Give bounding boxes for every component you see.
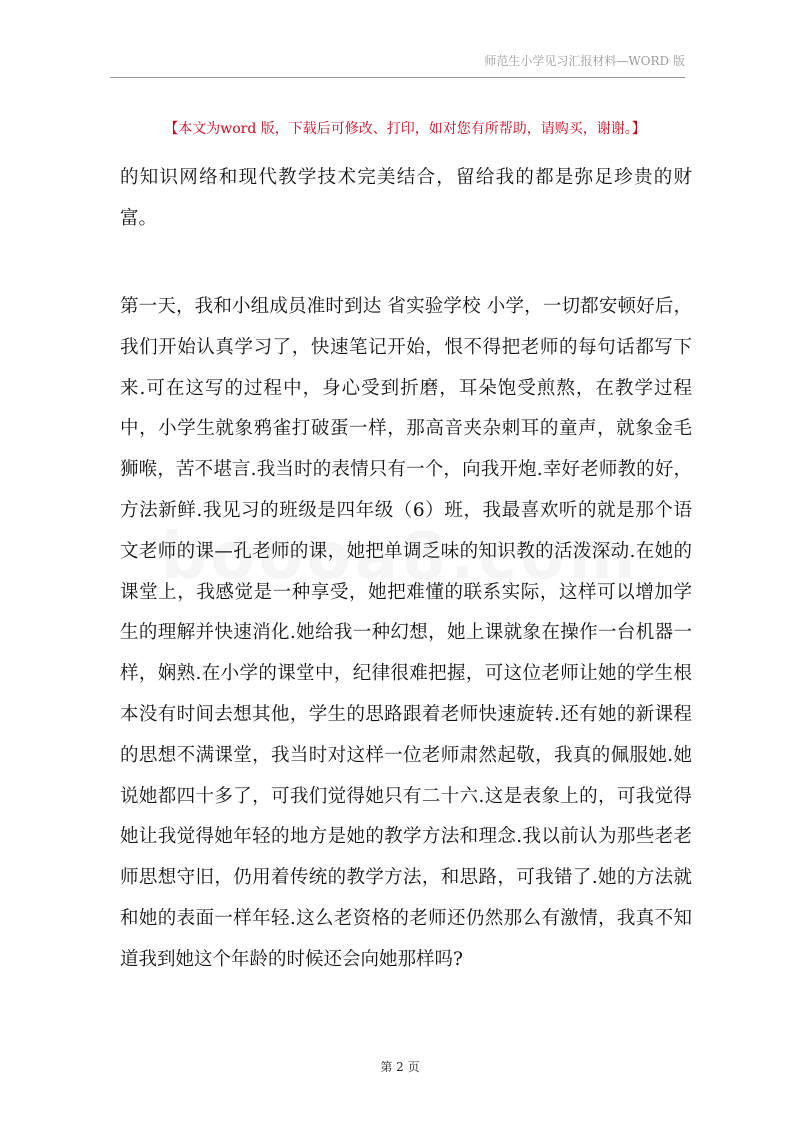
body-paragraph-2: 第一天，我和小组成员准时到达 省实验学校 小学，一切都安顿好后，我们开始认真学习了，快速笔记开始，恨不得把老师的每句话都写下来.可在这写的过程中，身心受到折磨，耳朵饱受煎熬，在教学过程中，小学生就象鸦雀打破蛋一样，那高音夹杂刺耳的童声，就象金毛狮喉，苦不堪言.我当时的表情只有一个，向我开炮.幸好老师教的好，方法新鲜.我见习的班级是四年级（6）班，我最喜欢听的就是那个语文老师的课—孔老师的课，她把单调乏味的知识教的活泼深动.在她的课堂上，我感觉是一种享受，她把难懂的联系实际，这样可以增加学生的理解并快速消化.她给我一种幻想，她上课就象在操作一台机器一样，娴熟.在小学的课堂中，纪律很难把握，可这位老师让她的学生根本没有时间去想其他，学生的思路跟着老师快速旋转.还有她的新课程的思想不满课堂，我当时对这样一位老师肃然起敬，我真的佩服她.她说她都四十多了，可我们觉得她只有二十六.这是表象上的，可我觉得她让我觉得她年轻的地方是她的教学方法和理念.我以前认为那些老老师思想守旧，仍用着传统的教学方法，和思路，可我错了.她的方法就和她的表面一样年轻.这么老资格的老师还仍然那么有激情，我真不知道我到她这个年龄的时候还会向她那样吗? bbox=[120, 296, 692, 970]
page-number: 第 2 页 bbox=[380, 1060, 420, 1074]
page-header bbox=[110, 54, 685, 78]
body-paragraph-1: 的知识网络和现代教学技术完美结合，留给我的都是弥足珍贵的财富。 bbox=[120, 167, 692, 229]
header-title: 师范生小学见习汇报材料—WORD 版 bbox=[484, 54, 685, 68]
purchase-notice: 【本文为word 版，下载后可修改、打印，如对您有所帮助，请购买，谢谢。】 bbox=[164, 121, 646, 137]
